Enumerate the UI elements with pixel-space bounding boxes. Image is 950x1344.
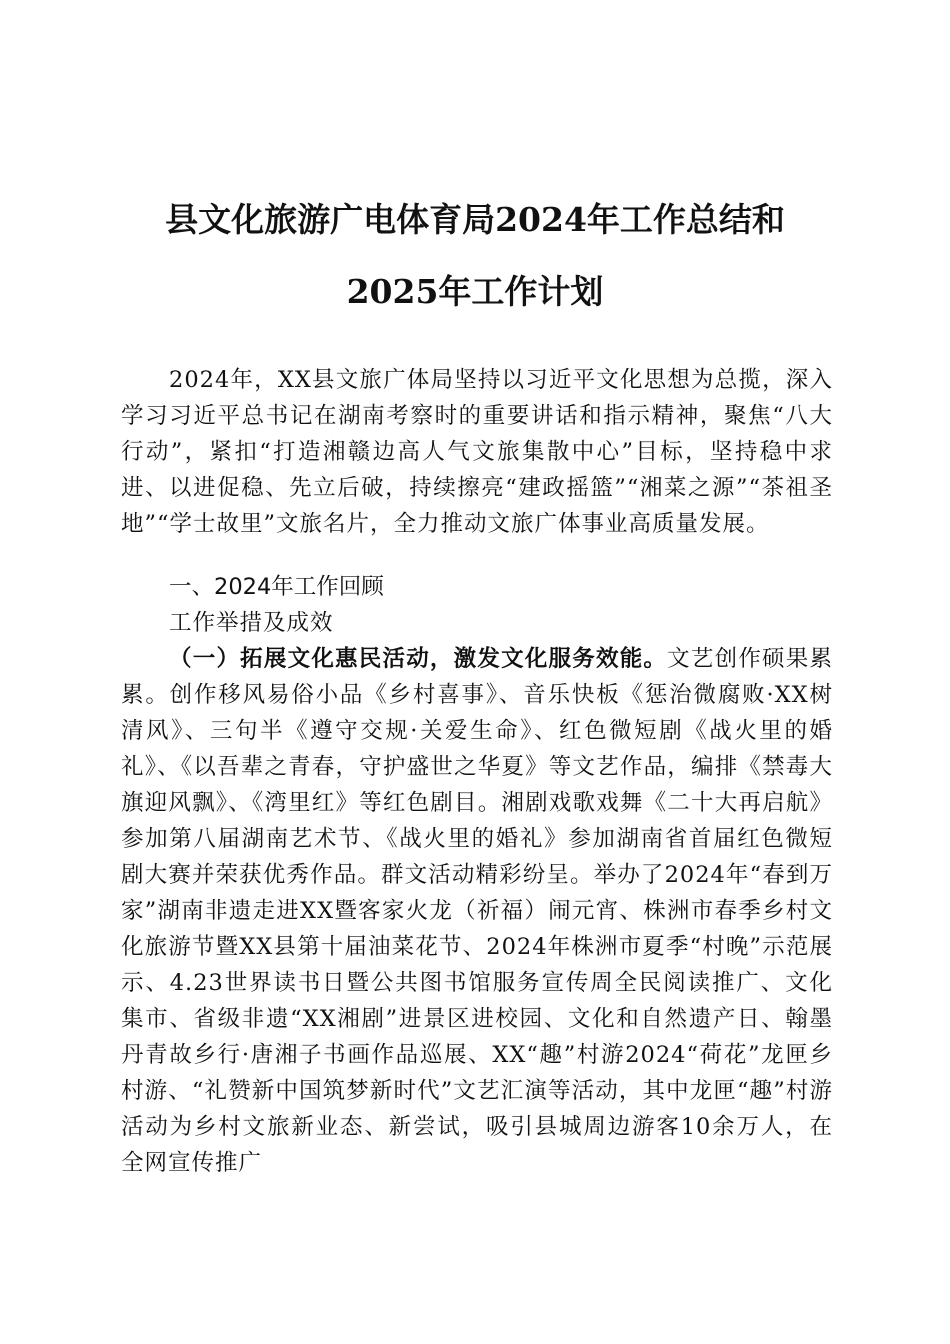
section-1-lead: （一）拓展文化惠民活动，激发文化服务效能。 [169,646,668,672]
section-heading-1: 一、2024年工作回顾 [169,574,384,600]
intro-paragraph: 2024年，XX县文旅广体局坚持以习近平文化思想为总揽，深入学习习近平总书记在湖南考察时的重要讲话和指示精神，聚焦“八大行动”，紧扣“打造湘赣边高人气文旅集散中心”目标，坚持稳中求进、以进促稳、先立后破，持续擦亮“建政摇篮”“湘菜之源”“茶祖圣地”“学士故里”文旅名片，全力推动文旅广体事业高质量发展。 [121,367,833,537]
section-1-paragraph [121,641,833,1181]
section-subheading: 工作举措及成效 [169,610,334,636]
document-title-line-2: 2025年工作计划 [346,272,604,311]
section-1-body: 文艺创作硕果累累。创作移风易俗小品《乡村喜事》、音乐快板《惩治微腐败·XX树清风》、三句半《遵守交规·关爱生命》、红色微短剧《战火里的婚礼》、《以吾辈之青春，守护盛世之华夏》等文艺作品，编排《禁毒大旗迎风飘》、《湾里红》等红色剧目。湘剧戏歌戏舞《二十大再启航》参加第八届湖南艺术节、《战火里的婚礼》参加湖南省首届红色微短剧大赛并荣获优秀作品。群文活动精彩纷呈。举办了2024年“春到万家”湖南非遗走进XX暨客家火龙（祈福）闹元宵、株洲市春季乡村文化旅游节暨XX县第十届油菜花节、2024年株洲市夏季“村晚”示范展示、4.23世界读书日暨公共图书馆服务宣传周全民阅读推广、文化集市、省级非遗“XX湘剧”进景区进校园、文化和自然遗产日、翰墨丹青故乡行·唐湘子书画作品巡展、XX“趣”村游2024“荷花”龙匣乡村游、“礼赞新中国筑梦新时代”文艺汇演等活动，其中龙匣“趣”村游活动为乡村文旅新业态、新尝试，吸引县城周边游客10余万人，在全网宣传推广 [121,646,833,1176]
document-title-line-1: 县文化旅游广电体育局2024年工作总结和 [165,200,785,239]
